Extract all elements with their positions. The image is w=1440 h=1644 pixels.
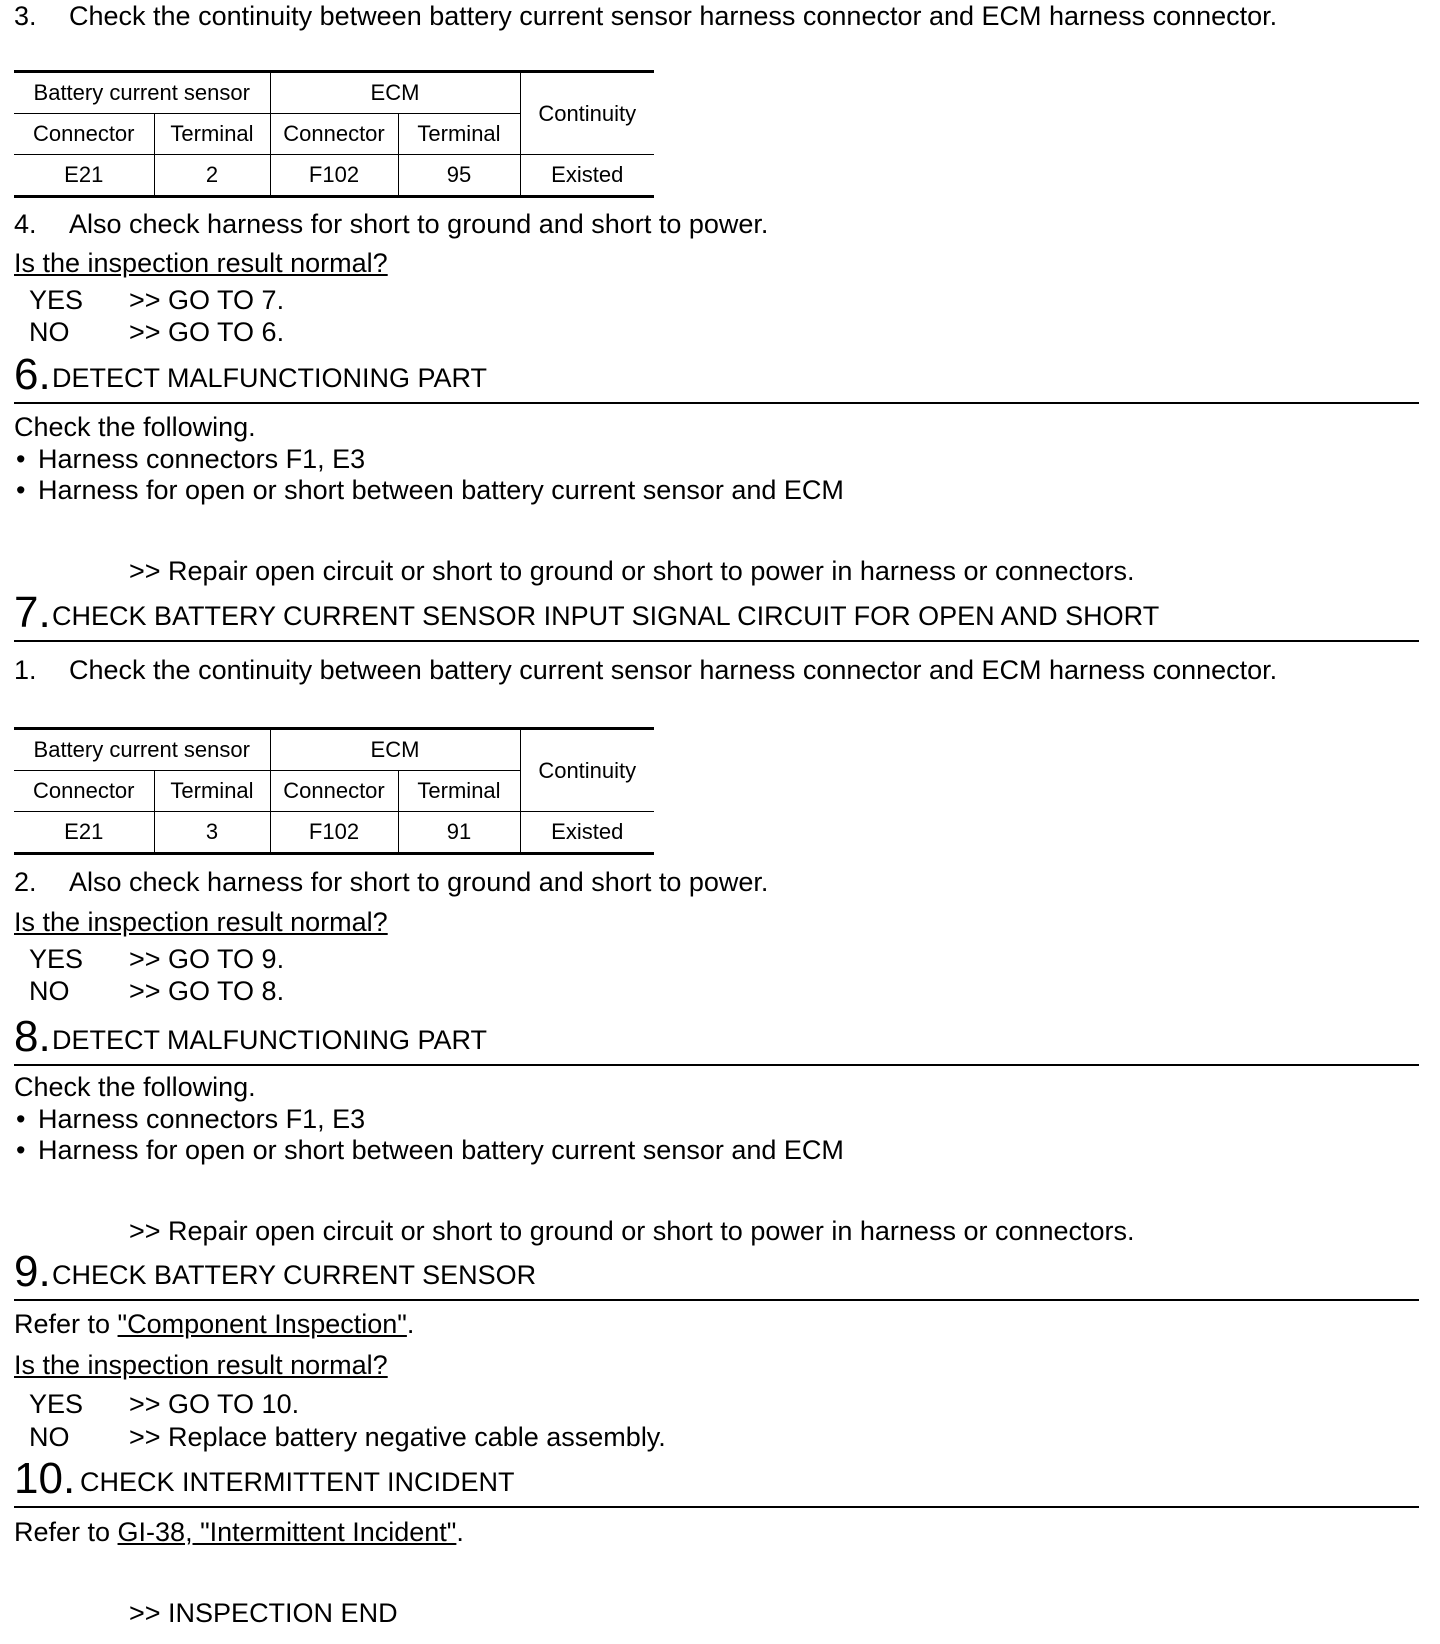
reference-line <box>14 1516 464 1548</box>
inspection-end: >> INSPECTION END <box>129 1598 398 1628</box>
table-cell: 3 <box>154 812 270 854</box>
table-cell: Existed <box>520 155 654 197</box>
section-title: CHECK BATTERY CURRENT SENSOR <box>52 1260 537 1290</box>
table-header-terminal: Terminal <box>398 114 520 155</box>
inspection-question[interactable]: Is the inspection result normal? <box>14 1350 388 1380</box>
section-title: CHECK BATTERY CURRENT SENSOR INPUT SIGNAL CIRCUIT FOR OPEN AND SHORT <box>52 601 1160 631</box>
step-number: 4. <box>14 209 37 239</box>
answer-action: >> GO TO 9. <box>129 944 285 974</box>
answer-label: YES <box>29 285 84 315</box>
inspection-question[interactable]: Is the inspection result normal? <box>14 907 388 937</box>
step-text: Check the continuity between battery current sensor harness connector and ECM harness connector. <box>69 1 1278 31</box>
answer-action: >> GO TO 8. <box>129 976 285 1006</box>
reference-prefix: Refer to <box>14 1309 118 1339</box>
table-header-connector: Connector <box>270 771 398 812</box>
table-cell: E21 <box>14 155 154 197</box>
bullet-text: Harness connectors F1, E3 <box>38 1104 366 1134</box>
reference-suffix: . <box>406 1309 415 1339</box>
answer-action: >> GO TO 10. <box>129 1389 300 1419</box>
table-cell: 91 <box>398 812 520 854</box>
table-header-connector: Connector <box>14 771 154 812</box>
table-cell: F102 <box>270 155 398 197</box>
answer-label: NO <box>29 1422 70 1452</box>
inspection-question[interactable]: Is the inspection result normal? <box>14 248 388 278</box>
section-number: 7. <box>14 588 51 637</box>
section-number: 9. <box>14 1247 51 1296</box>
table-header-terminal: Terminal <box>154 771 270 812</box>
answer-label: YES <box>29 1389 84 1419</box>
table-header-continuity: Continuity <box>520 72 654 155</box>
step-text: Also check harness for short to ground and short to power. <box>69 867 769 897</box>
answer-action: >> GO TO 6. <box>129 317 285 347</box>
table-header-connector: Connector <box>14 114 154 155</box>
table-group-header-ecm: ECM <box>270 72 520 114</box>
section-heading-9 <box>14 1247 1419 1301</box>
table-row <box>14 155 654 197</box>
table-cell: 95 <box>398 155 520 197</box>
table-group-header-sensor: Battery current sensor <box>14 729 270 771</box>
table-cell: E21 <box>14 812 154 854</box>
table-cell: F102 <box>270 812 398 854</box>
section-number: 10. <box>14 1454 76 1503</box>
table-header-continuity: Continuity <box>520 729 654 812</box>
step-text: Check the continuity between battery current sensor harness connector and ECM harness connector. <box>69 655 1278 685</box>
check-intro: Check the following. <box>14 1072 256 1102</box>
section-title: CHECK INTERMITTENT INCIDENT <box>80 1467 515 1497</box>
table-group-header-sensor: Battery current sensor <box>14 72 270 114</box>
section-heading-6 <box>14 350 1419 404</box>
table-header-terminal: Terminal <box>154 114 270 155</box>
section-heading-8 <box>14 1012 1419 1066</box>
check-intro: Check the following. <box>14 412 256 442</box>
table-header-connector: Connector <box>270 114 398 155</box>
table-group-header-ecm: ECM <box>270 729 520 771</box>
section-heading-10 <box>14 1454 1419 1508</box>
bullet-text: Harness for open or short between battery current sensor and ECM <box>38 475 844 505</box>
bullet-text: Harness connectors F1, E3 <box>38 444 366 474</box>
section-number: 6. <box>14 350 51 399</box>
bullet-icon: • <box>16 1104 26 1134</box>
component-inspection-link[interactable]: "Component Inspection" <box>117 1309 407 1339</box>
answer-label: YES <box>29 944 84 974</box>
section-heading-7 <box>14 588 1419 642</box>
table-header-terminal: Terminal <box>398 771 520 812</box>
bullet-text: Harness for open or short between battery current sensor and ECM <box>38 1135 844 1165</box>
answer-action: >> Replace battery negative cable assembly. <box>129 1422 666 1452</box>
step-number: 1. <box>14 655 37 685</box>
step-number: 3. <box>14 1 37 31</box>
bullet-icon: • <box>16 1135 26 1165</box>
step-text: Also check harness for short to ground and short to power. <box>69 209 769 239</box>
section-title: DETECT MALFUNCTIONING PART <box>52 363 488 393</box>
section-number: 8. <box>14 1012 51 1061</box>
repair-instruction: >> Repair open circuit or short to ground or short to power in harness or connectors. <box>129 1216 1135 1246</box>
answer-label: NO <box>29 317 70 347</box>
table-row <box>14 812 654 854</box>
answer-action: >> GO TO 7. <box>129 285 285 315</box>
reference-prefix: Refer to <box>14 1517 118 1547</box>
reference-line <box>14 1308 414 1340</box>
continuity-table <box>14 727 654 855</box>
table-cell: Existed <box>520 812 654 854</box>
table-cell: 2 <box>154 155 270 197</box>
bullet-icon: • <box>16 444 26 474</box>
step-number: 2. <box>14 867 37 897</box>
repair-instruction: >> Repair open circuit or short to ground or short to power in harness or connectors. <box>129 556 1135 586</box>
bullet-icon: • <box>16 475 26 505</box>
section-title: DETECT MALFUNCTIONING PART <box>52 1025 488 1055</box>
continuity-table <box>14 70 654 198</box>
reference-suffix: . <box>456 1517 464 1547</box>
answer-label: NO <box>29 976 70 1006</box>
intermittent-incident-link[interactable]: GI-38, "Intermittent Incident" <box>117 1517 457 1547</box>
